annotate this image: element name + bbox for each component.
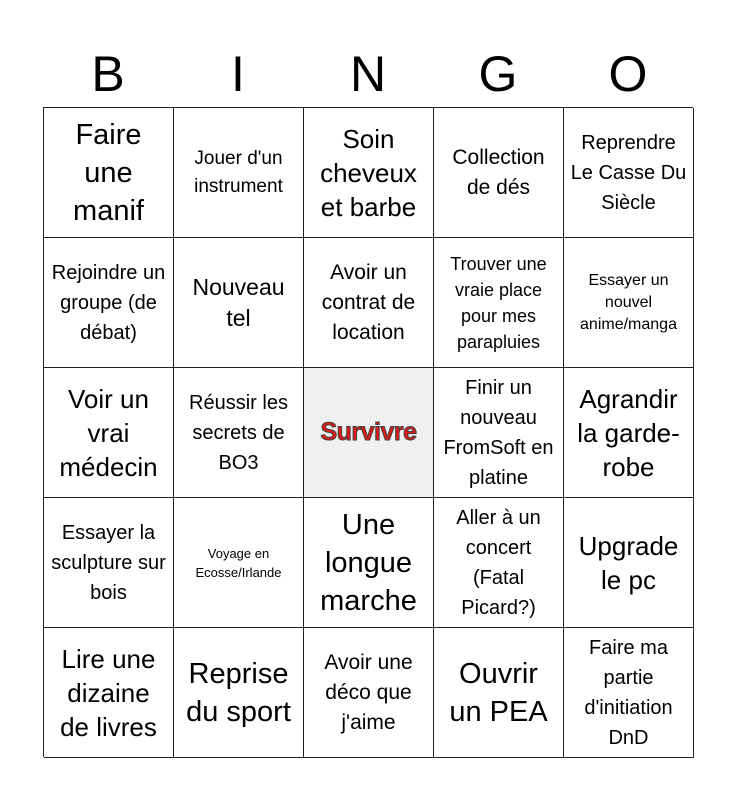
bingo-cell[interactable] [174, 628, 304, 758]
cell-label: Trouver une vraie place pour mes parapluies [450, 253, 547, 352]
cell-label: Avoir un contrat de location [321, 260, 416, 344]
bingo-cell[interactable] [304, 498, 434, 628]
free-space-cell[interactable] [304, 368, 434, 498]
cell-label: Faire ma partie d'initiation DnD [584, 636, 673, 749]
cell-label: Upgrade le pc [578, 530, 679, 595]
cell-label: Faire une manif [73, 118, 144, 227]
cell-label: Essayer un nouvel anime/manga [580, 271, 677, 333]
cell-label: Reprendre Le Casse Du Siècle [570, 131, 687, 214]
bingo-cell[interactable] [434, 108, 564, 238]
cell-label: Voyage en Ecosse/Irlande [195, 545, 282, 580]
bingo-cell[interactable] [434, 628, 564, 758]
cell-label: Réussir les secrets de BO3 [189, 391, 288, 474]
bingo-cell[interactable] [564, 498, 694, 628]
cell-label: Finir un nouveau FromSoft en platine [443, 376, 554, 489]
cell-label: Une longue marche [320, 508, 417, 617]
bingo-cell[interactable] [174, 368, 304, 498]
bingo-cell[interactable] [44, 108, 174, 238]
header-letter-o: O [608, 46, 648, 102]
cell-label: Lire une dizaine de livres [60, 643, 157, 742]
cell-label: Avoir une déco que j'aime [324, 650, 413, 734]
bingo-cell[interactable] [304, 238, 434, 368]
cell-label: Reprise du sport [186, 657, 291, 728]
cell-label: Soin cheveux et barbe [320, 123, 417, 222]
header-letter-i: I [231, 46, 245, 102]
cell-label: Ouvrir un PEA [449, 657, 548, 728]
header-letter-b: B [91, 46, 125, 102]
bingo-cell[interactable] [174, 498, 304, 628]
bingo-header [43, 44, 693, 104]
free-space-label: Survivre [320, 418, 417, 446]
bingo-card-grid [43, 107, 693, 757]
bingo-cell[interactable] [44, 368, 174, 498]
cell-label: Essayer la sculpture sur bois [51, 521, 166, 604]
bingo-cell[interactable] [174, 108, 304, 238]
cell-label: Aller à un concert (Fatal Picard?) [456, 506, 541, 619]
cell-label: Jouer d'un instrument [194, 147, 283, 197]
bingo-cell[interactable] [304, 108, 434, 238]
bingo-cell[interactable] [44, 628, 174, 758]
bingo-cell[interactable] [564, 628, 694, 758]
header-letter-g: G [478, 46, 518, 102]
bingo-cell[interactable] [304, 628, 434, 758]
header-letter-n: N [349, 46, 387, 102]
cell-label: Voir un vrai médecin [59, 383, 158, 482]
cell-label: Collection de dés [452, 145, 545, 199]
bingo-cell[interactable] [44, 498, 174, 628]
bingo-cell[interactable] [434, 238, 564, 368]
bingo-cell[interactable] [44, 238, 174, 368]
bingo-cell[interactable] [434, 498, 564, 628]
cell-label: Agrandir la garde-robe [577, 383, 680, 482]
bingo-cell[interactable] [564, 238, 694, 368]
cell-label: Nouveau tel [192, 273, 285, 331]
cell-label: Rejoindre un groupe (de débat) [51, 261, 166, 344]
bingo-cell[interactable] [434, 368, 564, 498]
bingo-cell[interactable] [564, 368, 694, 498]
bingo-cell[interactable] [174, 238, 304, 368]
bingo-cell[interactable] [564, 108, 694, 238]
